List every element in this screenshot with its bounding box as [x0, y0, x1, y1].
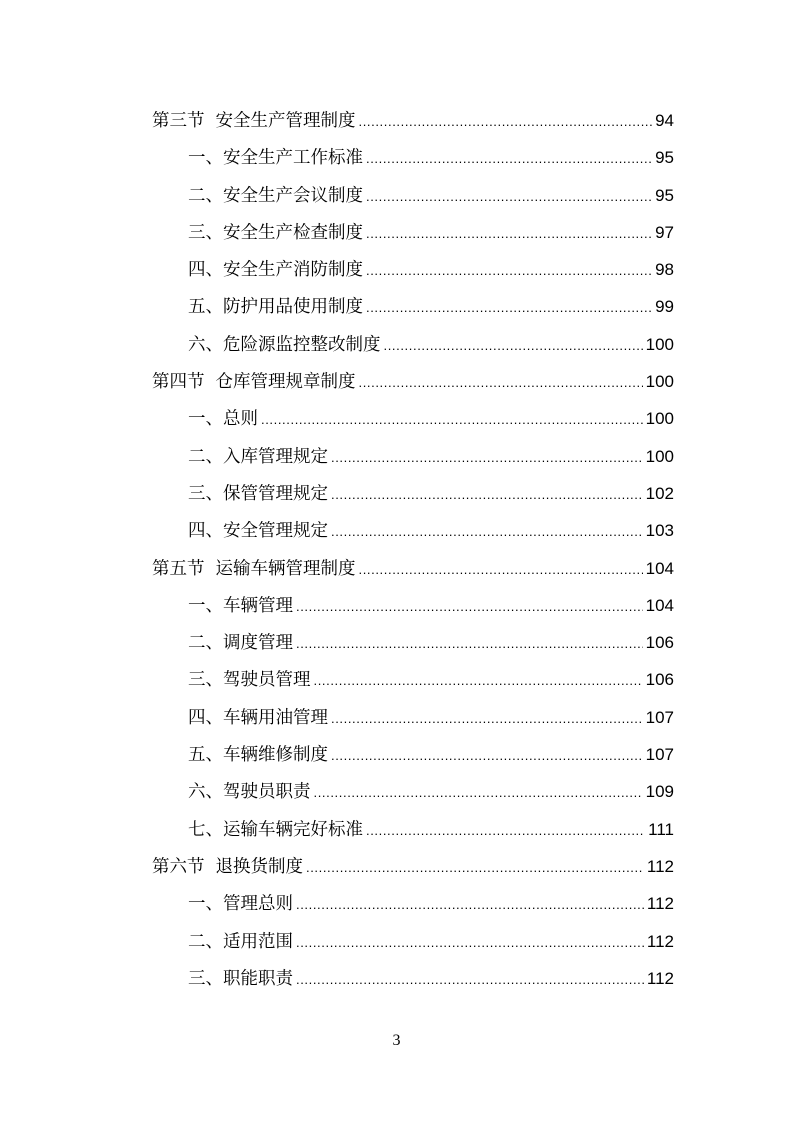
- toc-entry-title: [152, 103, 356, 140]
- toc-entry-title: [188, 252, 363, 289]
- toc-subsection-entry[interactable]: [152, 251, 674, 288]
- toc-entry-number: 第五节: [152, 558, 205, 579]
- toc-entry-page: 112: [646, 931, 674, 951]
- toc-dot-leader: [359, 364, 643, 401]
- toc-dot-leader: [359, 103, 653, 140]
- toc-dot-leader: [366, 140, 652, 177]
- toc-entry-title: [188, 215, 363, 252]
- toc-entry-number: 五、: [188, 745, 223, 766]
- toc-subsection-entry[interactable]: [152, 400, 674, 437]
- toc-entry-number: 一、: [188, 409, 223, 430]
- toc-dot-leader: [296, 924, 644, 961]
- toc-dot-leader: [296, 625, 643, 662]
- toc-entry-text: 安全生产检查制度: [223, 222, 363, 243]
- toc-subsection-entry[interactable]: [152, 288, 674, 325]
- toc-entry-title: [188, 886, 293, 923]
- toc-subsection-entry[interactable]: [152, 475, 674, 512]
- toc-entry-page: 111: [648, 819, 674, 839]
- toc-dot-leader: [261, 401, 643, 438]
- toc-entry-number: 三、: [188, 222, 223, 243]
- toc-entry-text: 仓库管理规章制度: [215, 372, 356, 393]
- toc-entry-number: 一、: [188, 595, 223, 616]
- toc-entry-number: 一、: [188, 148, 223, 169]
- toc-subsection-entry[interactable]: [152, 624, 674, 661]
- toc-entry-page: 112: [646, 856, 674, 876]
- toc-entry-title: [188, 737, 328, 774]
- toc-subsection-entry[interactable]: [152, 960, 674, 997]
- toc-subsection-entry[interactable]: [152, 214, 674, 251]
- toc-entry-text: 职能职责: [223, 968, 293, 989]
- toc-entry-text: 安全管理规定: [223, 521, 328, 542]
- toc-entry-text: 车辆管理: [223, 595, 293, 616]
- toc-entry-title: [188, 401, 258, 438]
- toc-entry-title: [152, 849, 303, 886]
- toc-entry-text: 驾驶员职责: [223, 782, 311, 803]
- toc-entry-page: 100: [645, 409, 674, 429]
- toc-entry-title: [152, 551, 356, 588]
- toc-entry-page: 102: [645, 483, 674, 503]
- toc-subsection-entry[interactable]: [152, 811, 674, 848]
- toc-entry-title: [188, 961, 293, 998]
- table-of-contents: [152, 102, 674, 997]
- toc-entry-title: [188, 700, 328, 737]
- toc-entry-text: 安全生产工作标准: [223, 148, 363, 169]
- toc-entry-title: [188, 178, 363, 215]
- toc-dot-leader: [384, 327, 643, 364]
- toc-entry-page: 109: [645, 782, 674, 802]
- toc-entry-text: 运输车辆完好标准: [223, 819, 363, 840]
- toc-entry-number: 二、: [188, 185, 223, 206]
- toc-entry-text: 驾驶员管理: [223, 670, 311, 691]
- toc-entry-title: [188, 439, 328, 476]
- toc-entry-title: [188, 588, 293, 625]
- toc-subsection-entry[interactable]: [152, 699, 674, 736]
- toc-entry-page: 95: [655, 148, 674, 168]
- toc-entry-number: 三、: [188, 670, 223, 691]
- toc-entry-page: 100: [645, 334, 674, 354]
- toc-subsection-entry[interactable]: [152, 885, 674, 922]
- toc-section-entry[interactable]: [152, 102, 674, 139]
- toc-subsection-entry[interactable]: [152, 177, 674, 214]
- toc-entry-text: 适用范围: [223, 931, 293, 952]
- toc-dot-leader: [359, 551, 643, 588]
- toc-section-entry[interactable]: [152, 848, 674, 885]
- toc-subsection-entry[interactable]: [152, 326, 674, 363]
- toc-entry-number: 二、: [188, 931, 223, 952]
- toc-subsection-entry[interactable]: [152, 736, 674, 773]
- toc-entry-title: [188, 625, 293, 662]
- toc-entry-page: 104: [645, 595, 674, 615]
- toc-entry-title: [188, 924, 293, 961]
- toc-entry-number: 一、: [188, 894, 223, 915]
- toc-entry-number: 六、: [188, 334, 223, 355]
- toc-entry-title: [188, 327, 381, 364]
- toc-dot-leader: [366, 289, 652, 326]
- toc-entry-text: 车辆维修制度: [223, 745, 328, 766]
- toc-entry-page: 95: [655, 185, 674, 205]
- toc-entry-page: 99: [655, 297, 674, 317]
- toc-entry-page: 112: [646, 894, 674, 914]
- toc-dot-leader: [314, 774, 643, 811]
- toc-entry-page: 103: [645, 521, 674, 541]
- toc-dot-leader: [296, 588, 643, 625]
- toc-entry-title: [188, 513, 328, 550]
- toc-entry-page: 100: [645, 446, 674, 466]
- toc-dot-leader: [331, 700, 643, 737]
- toc-entry-text: 危险源监控整改制度: [223, 334, 381, 355]
- toc-entry-number: 六、: [188, 782, 223, 803]
- toc-entry-page: 106: [645, 670, 674, 690]
- toc-subsection-entry[interactable]: [152, 923, 674, 960]
- toc-entry-number: 二、: [188, 446, 223, 467]
- toc-subsection-entry[interactable]: [152, 661, 674, 698]
- toc-subsection-entry[interactable]: [152, 512, 674, 549]
- toc-dot-leader: [331, 439, 643, 476]
- toc-dot-leader: [331, 476, 643, 513]
- toc-dot-leader: [366, 178, 652, 215]
- toc-entry-title: [188, 812, 363, 849]
- toc-subsection-entry[interactable]: [152, 139, 674, 176]
- toc-dot-leader: [306, 849, 644, 886]
- toc-dot-leader: [314, 662, 643, 699]
- toc-dot-leader: [296, 886, 644, 923]
- toc-section-entry[interactable]: [152, 363, 674, 400]
- toc-entry-number: 四、: [188, 707, 223, 728]
- toc-entry-number: 三、: [188, 483, 223, 504]
- toc-entry-number: 四、: [188, 260, 223, 281]
- toc-entry-text: 防护用品使用制度: [223, 297, 363, 318]
- toc-entry-number: 第六节: [152, 856, 205, 877]
- toc-entry-number: 第四节: [152, 372, 205, 393]
- toc-dot-leader: [366, 812, 645, 849]
- toc-dot-leader: [296, 961, 644, 998]
- toc-subsection-entry[interactable]: [152, 438, 674, 475]
- toc-entry-text: 安全生产管理制度: [215, 111, 356, 131]
- toc-entry-text: 安全生产会议制度: [223, 185, 363, 206]
- toc-entry-text: 入库管理规定: [223, 446, 328, 467]
- toc-entry-text: 运输车辆管理制度: [215, 558, 356, 579]
- toc-entry-page: 97: [655, 222, 674, 242]
- toc-entry-title: [188, 476, 328, 513]
- toc-entry-page: 107: [645, 707, 674, 727]
- toc-dot-leader: [331, 737, 643, 774]
- toc-entry-page: 107: [645, 745, 674, 765]
- toc-section-entry[interactable]: [152, 550, 674, 587]
- toc-entry-title: [188, 774, 311, 811]
- toc-entry-text: 保管管理规定: [223, 483, 328, 504]
- toc-entry-page: 106: [645, 633, 674, 653]
- toc-entry-page: 100: [645, 372, 674, 392]
- toc-entry-title: [188, 140, 363, 177]
- toc-dot-leader: [331, 513, 643, 550]
- toc-entry-number: 二、: [188, 633, 223, 654]
- toc-entry-title: [188, 289, 363, 326]
- toc-entry-number: 七、: [188, 819, 223, 840]
- toc-subsection-entry[interactable]: [152, 587, 674, 624]
- toc-entry-number: 三、: [188, 968, 223, 989]
- toc-entry-text: 安全生产消防制度: [223, 260, 363, 281]
- toc-entry-text: 车辆用油管理: [223, 707, 328, 728]
- toc-entry-title: [152, 364, 356, 401]
- toc-dot-leader: [366, 215, 652, 252]
- toc-entry-page: 112: [646, 968, 674, 988]
- toc-entry-number: 第三节: [152, 111, 205, 131]
- toc-dot-leader: [366, 252, 652, 289]
- toc-entry-title: [188, 662, 311, 699]
- toc-entry-page: 104: [645, 558, 674, 578]
- toc-entry-text: 调度管理: [223, 633, 293, 654]
- toc-entry-page: 98: [655, 260, 674, 280]
- toc-subsection-entry[interactable]: [152, 773, 674, 810]
- toc-entry-text: 退换货制度: [215, 856, 303, 877]
- page-number: 3: [392, 1032, 401, 1049]
- toc-entry-page: 94: [655, 111, 674, 130]
- toc-entry-text: 总则: [223, 409, 258, 430]
- toc-entry-text: 管理总则: [223, 894, 293, 915]
- toc-entry-number: 五、: [188, 297, 223, 318]
- toc-entry-number: 四、: [188, 521, 223, 542]
